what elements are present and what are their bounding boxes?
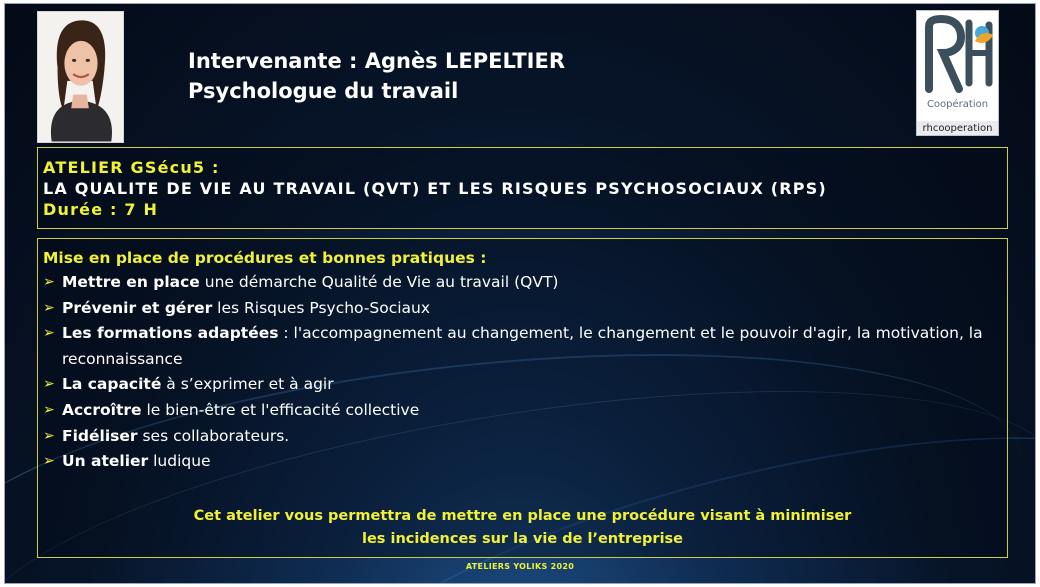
workshop-content-box	[37, 238, 1008, 558]
list-item	[43, 296, 1007, 322]
content-heading: Mise en place de procédures et bonnes pratiques :	[43, 249, 487, 267]
list-item	[43, 398, 1007, 424]
item-text: ses collaborateurs.	[137, 426, 290, 445]
item-bold: Fidéliser	[62, 426, 138, 445]
slide	[4, 3, 1036, 584]
practice-list	[43, 270, 1007, 475]
item-bold: Accroître	[62, 400, 142, 419]
speaker-photo	[37, 11, 124, 143]
item-bold: Prévenir et gérer	[62, 298, 213, 317]
speaker-name: Intervenante : Agnès LEPELTIER	[188, 49, 566, 73]
arrow-bullet-icon: ➢	[43, 453, 55, 470]
arrow-bullet-icon: ➢	[43, 325, 55, 342]
logo-caption: rhcooperation	[917, 121, 998, 136]
arrow-bullet-icon: ➢	[43, 376, 55, 393]
item-text: le bien-être et l'efficacité collective	[141, 400, 420, 419]
item-text: ludique	[148, 452, 211, 471]
arrow-bullet-icon: ➢	[43, 427, 55, 444]
item-text: une démarche Qualité de Vie au travail (QVT)	[199, 273, 559, 291]
workshop-duration: Durée : 7 H	[43, 200, 159, 219]
item-bold: Un atelier	[62, 452, 149, 471]
rh-cooperation-logo-icon	[919, 13, 997, 97]
conclusion	[38, 505, 1007, 551]
arrow-bullet-icon: ➢	[43, 299, 55, 316]
conclusion-line: les incidences sur la vie de l’entreprise	[361, 531, 684, 547]
list-item	[43, 270, 1007, 296]
item-text: : l'accompagnement au changement, le changement et le pouvoir d'agir, la motivation, la reconnaissance	[62, 324, 983, 368]
speaker-role: Psychologue du travail	[188, 79, 459, 103]
company-logo	[916, 10, 999, 136]
workshop-title: LA QUALITE DE VIE AU TRAVAIL (QVT) ET LES RISQUES PSYCHOSOCIAUX (RPS)	[43, 179, 827, 198]
list-item	[43, 449, 1007, 475]
list-item	[43, 321, 1007, 372]
arrow-bullet-icon: ➢	[43, 274, 55, 290]
logo-text: Coopération	[926, 99, 989, 110]
workshop-code: ATELIER GSécu5 :	[43, 158, 220, 177]
item-text: les Risques Psycho-Sociaux	[212, 298, 431, 317]
arrow-bullet-icon: ➢	[43, 401, 55, 418]
speaker-portrait-icon	[38, 12, 123, 142]
list-item	[43, 424, 1007, 450]
item-bold: Les formations adaptées	[62, 324, 279, 343]
header	[188, 46, 565, 106]
list-item	[43, 372, 1007, 398]
item-text: à s’exprimer et à agir	[161, 375, 334, 394]
conclusion-line: Cet atelier vous permettra de mettre en place une procédure visant à minimiser	[193, 508, 852, 524]
item-bold: La capacité	[62, 375, 162, 394]
footer-text: ATELIERS YOLIKS 2020	[465, 562, 575, 571]
item-bold: Mettre en place	[62, 273, 200, 291]
workshop-info-box	[37, 147, 1008, 229]
